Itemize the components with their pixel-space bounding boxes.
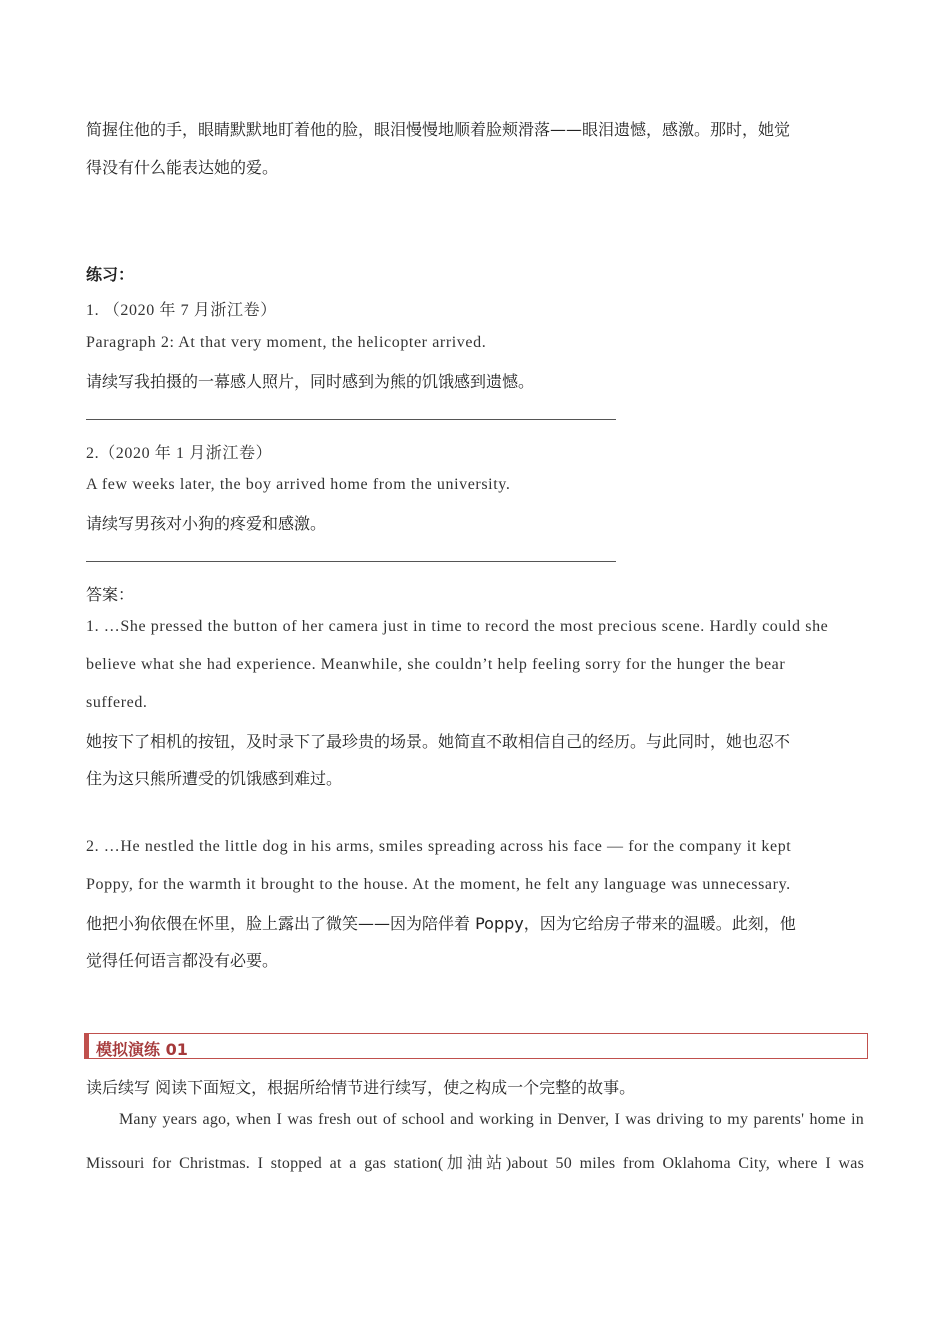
q2-paragraph: A few weeks later, the boy arrived home from the university. [86, 476, 511, 493]
exercise-heading: 练习： [86, 265, 135, 284]
story-line-1: Many years ago, when I was fresh out of school and working in Denver, I was driving to my parents' home in [119, 1111, 864, 1128]
a1-en-line-2: believe what she had experience. Meanwhile, she couldn’t help feeling sorry for the hunger the bear [86, 656, 786, 673]
q2-source: 2.（2020 年 1 月浙江卷） [86, 445, 273, 462]
a1-cn-line-2: 住为这只熊所遭受的饥饿感到难过。 [86, 769, 343, 788]
a2-en-line-1: 2. …He nestled the little dog in his arms, smiles spreading across his face — for the company it kept [86, 838, 792, 855]
a1-cn-line-1: 她按下了相机的按钮，及时录下了最珍贵的场景。她简直不敢相信自己的经历。与此同时，她也忍不 [86, 732, 791, 751]
intro-line-1: 简握住他的手，眼睛默默地盯着他的脸，眼泪慢慢地顺着脸颊滑落——眼泪遗憾，感激。那时，她觉 [86, 120, 791, 139]
answers-heading: 答案： [86, 585, 135, 604]
a2-cn-line-2: 觉得任何语言都没有必要。 [86, 951, 279, 970]
story-line-2: Missouri for Christmas. I stopped at a gas station(加油站)about 50 miles from Oklahoma City, where I was [86, 1155, 864, 1172]
a2-en-line-2: Poppy, for the warmth it brought to the house. At the moment, he felt any language was unnecessary. [86, 876, 791, 893]
q2-prompt: 请续写男孩对小狗的疼爱和感激。 [86, 514, 327, 533]
intro-line-2: 得没有什么能表达她的爱。 [86, 158, 279, 177]
a1-en-line-1: 1. …She pressed the button of her camera just in time to record the most precious scene. Hardly could she [86, 618, 829, 635]
q1-paragraph: Paragraph 2: At that very moment, the helicopter arrived. [86, 334, 487, 351]
a2-cn-line-1: 他把小狗依偎在怀里，脸上露出了微笑——因为陪伴着 Poppy，因为它给房子带来的温暖。此刻，他 [86, 914, 796, 933]
q1-answer-line [86, 419, 616, 420]
q1-prompt: 请续写我拍摄的一幕感人照片，同时感到为熊的饥饿感到遗憾。 [86, 372, 535, 391]
section-instruction: 读后续写 阅读下面短文，根据所给情节进行续写，使之构成一个完整的故事。 [86, 1078, 636, 1097]
a1-en-line-3: suffered. [86, 694, 148, 711]
section-banner [84, 1033, 868, 1059]
section-banner-title: 模拟演练 01 [96, 1040, 188, 1059]
q2-answer-line [86, 561, 616, 562]
q1-source: 1. （2020 年 7 月浙江卷） [86, 302, 277, 319]
